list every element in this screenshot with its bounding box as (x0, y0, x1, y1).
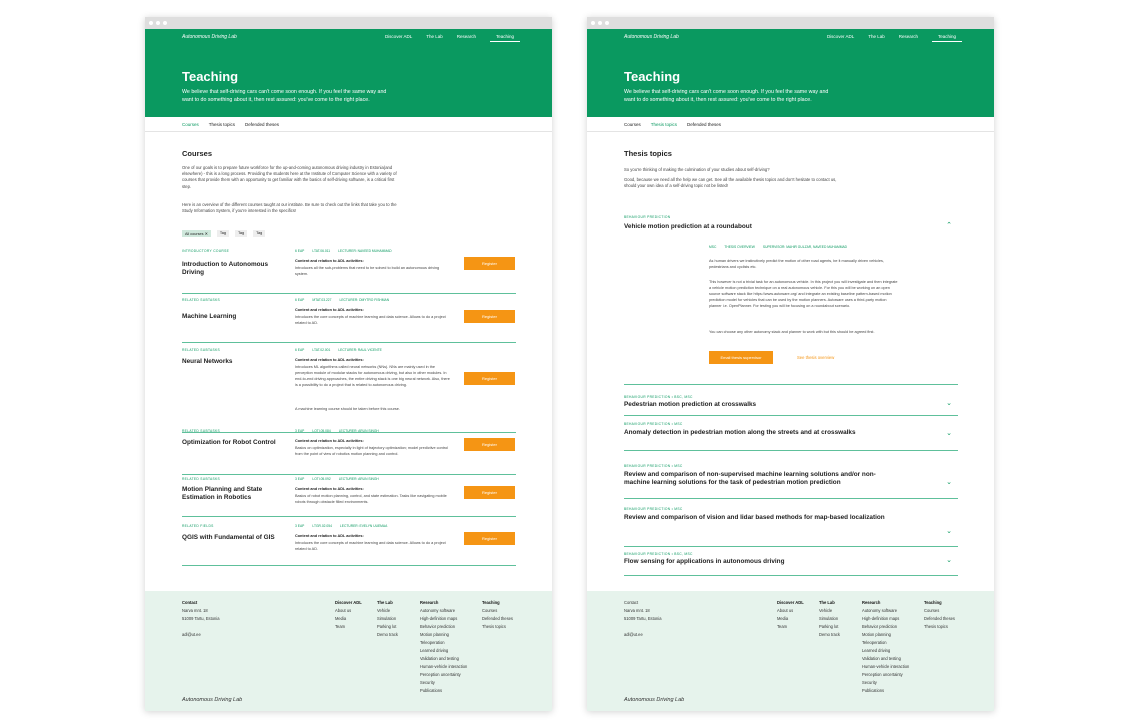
footer-logo[interactable]: Autonomous Driving Lab (182, 697, 243, 703)
footer-link[interactable]: Team (335, 624, 346, 629)
nav-discover[interactable]: Discover ADL (384, 34, 413, 39)
footer-link[interactable]: Publications (862, 688, 885, 693)
footer-link[interactable]: Courses (924, 608, 940, 613)
sub-nav (145, 117, 552, 132)
thesis-category: BEHAVIOUR PREDICTION • BSC, MSC (624, 395, 693, 399)
thesis-supervisor: SUPERVISOR: MAHIR GULZAR, NAVEED MUHAMMAD (762, 245, 848, 249)
thesis-item (624, 422, 958, 451)
page-title: Teaching (182, 69, 239, 84)
window-dot (156, 21, 160, 25)
tag-item[interactable]: Tag (235, 230, 247, 237)
footer-link[interactable]: Teleoperation (862, 640, 887, 645)
footer-link[interactable]: Motion planning (862, 632, 891, 637)
footer-heading: Research (420, 600, 439, 605)
course-desc: Basics on optimization, especially in light of trajectory optimization; model predictive control from the point of view of robotics motion planning and control. (295, 446, 449, 456)
footer-contact (624, 599, 661, 639)
footer-link[interactable]: Behavior prediction (862, 624, 898, 629)
footer-line: Narva mnt. 18 (624, 608, 650, 613)
footer-link[interactable]: Vehicle (819, 608, 833, 613)
footer-email[interactable]: adl@ut.ee (182, 632, 201, 637)
footer-link[interactable]: Teleoperation (420, 640, 445, 645)
nav-the-lab[interactable]: The Lab (426, 34, 443, 39)
section-heading: Courses (182, 149, 213, 158)
thesis-paragraph: This however is not a trivial task for an autonomous vehicle. In this project you will investigate and then integrate a vehicle motion prediction technique on a real autonomous vehicle. For this you will be working on an open source software stack like https://www.autoware.org/ and integrate an existing baseline pattern-based motion prediction model for vehicles that can be used by the motion planners. Autoware uses a third-party motion planner i.e. OpenPlanner. For testing you will be focusing on a roundabout scenario. (709, 280, 898, 308)
tab-courses[interactable]: Courses (624, 121, 641, 127)
course-card (182, 348, 516, 433)
course-desc: Introduces all the sub-problems that need to be solved to build an autonomous driving system. (295, 266, 440, 276)
footer-link[interactable]: Security (862, 680, 877, 685)
window-dot (149, 21, 153, 25)
thesis-title[interactable]: Anomaly detection in pedestrian motion along the streets and at crosswalks (624, 429, 856, 436)
footer-link[interactable]: High-definition maps (420, 616, 458, 621)
section-heading: Thesis topics (624, 149, 672, 158)
register-button[interactable]: Register (464, 310, 515, 323)
register-button[interactable]: Register (464, 486, 515, 499)
course-desc-heading: Content and relation to ADL activities: (295, 439, 364, 443)
tag-label: All courses (185, 232, 204, 236)
footer-link[interactable]: Autonomy software (862, 608, 898, 613)
course-card (182, 249, 516, 294)
footer-link[interactable]: Courses (482, 608, 498, 613)
thesis-category: BEHAVIOUR PREDICTION (624, 215, 671, 219)
course-title: QGIS with Fundamental of GIS (182, 534, 275, 541)
register-button[interactable]: Register (464, 532, 515, 545)
site-logo[interactable]: Autonomous Driving Lab (182, 34, 237, 40)
course-meta (295, 477, 379, 481)
eap: 3 EAP (295, 524, 305, 528)
course-code[interactable]: MTAT.03.227 (312, 298, 332, 302)
footer-link[interactable]: Motion planning (420, 632, 449, 637)
intro-paragraph: Good, because we need all the help we can get. See all the available thesis topics and don't hesitate to contact us, should your own idea of a self-driving topic not be listed! (624, 177, 837, 189)
site-footer (145, 591, 552, 711)
footer-link[interactable]: Demo track (819, 632, 840, 637)
footer-link[interactable]: Media (335, 616, 347, 621)
window-dot (163, 21, 167, 25)
footer-col-teaching (482, 599, 513, 631)
footer-link[interactable]: Demo track (377, 632, 398, 637)
footer-link[interactable]: Validation and testing (420, 656, 459, 661)
course-meta (295, 429, 379, 433)
thesis-paragraph: As human drivers we instinctively predict the motion of other road agents, be it manually driven vehicles, pedestrians and cyclists etc. (709, 259, 884, 269)
footer-heading: The Lab (819, 600, 835, 605)
footer-link[interactable]: Security (420, 680, 435, 685)
thesis-title[interactable]: Vehicle motion prediction at a roundabout (624, 223, 752, 230)
footer-heading: Discover ADL (777, 600, 804, 605)
footer-col-research (862, 599, 909, 695)
course-code[interactable]: LTAT.06.011 (312, 249, 331, 253)
footer-heading: Contact (182, 600, 198, 605)
course-desc-heading: Content and relation to ADL activities: (295, 358, 364, 362)
chevron-down-icon[interactable]: ⌄ (946, 400, 952, 407)
course-desc: Introduces the core concepts of machine learning and data science. Allows to do a project related to AD. (295, 315, 446, 325)
course-card (182, 298, 516, 343)
tag-item[interactable]: Tag (217, 230, 229, 237)
chevron-up-icon[interactable]: ⌃ (946, 222, 952, 229)
footer-email[interactable]: adl@ut.ee (624, 632, 643, 637)
nav-teaching[interactable]: Teaching (932, 34, 962, 42)
hero-banner (145, 29, 552, 117)
tag-item[interactable]: Tag (253, 230, 265, 237)
nav-research[interactable]: Research (898, 34, 918, 39)
intro-paragraph: So you're thinking of making the culmination of your studies about self-driving? (624, 167, 770, 172)
thesis-title[interactable]: Review and comparison of vision and lidar based methods for map-based localization (624, 514, 885, 521)
footer-link[interactable]: Perception uncertainty (862, 672, 903, 677)
email-supervisor-button[interactable]: Email thesis supervisor (709, 351, 773, 364)
thesis-content (587, 132, 994, 591)
course-code[interactable]: LTGR.02.054 (312, 524, 332, 528)
tab-courses[interactable]: Courses (182, 121, 199, 127)
tag-all-courses[interactable]: All courses ✕ (182, 230, 211, 237)
thesis-level: MSC (709, 245, 717, 249)
window-dot (591, 21, 595, 25)
footer-link[interactable]: Human-vehicle interaction (862, 664, 910, 669)
course-desc-heading: Content and relation to ADL activities: (295, 259, 364, 263)
tab-defended-theses[interactable]: Defended theses (687, 121, 722, 127)
thesis-meta (709, 245, 847, 249)
footer-col-teaching (924, 599, 955, 631)
course-desc-heading: Content and relation to ADL activities: (295, 487, 364, 491)
course-code[interactable]: LTAT.02.001 (312, 348, 331, 352)
thesis-category: BEHAVIOUR PREDICTION • MSC (624, 464, 683, 468)
see-thesis-overview-link[interactable]: See thesis overview (797, 355, 835, 360)
thesis-title[interactable]: Pedestrian motion prediction at crosswalks (624, 401, 757, 408)
thesis-category: BEHAVIOUR PREDICTION • BSC, MSC (624, 552, 693, 556)
window-chrome (587, 17, 994, 29)
nav-research[interactable]: Research (456, 34, 476, 39)
course-card (182, 429, 516, 475)
footer-link[interactable]: Parking lot (377, 624, 397, 629)
thesis-paragraph: You can choose any other autonomy stack and planner to work with but this should be agreed first. (709, 330, 875, 334)
footer-link[interactable]: About us (777, 608, 794, 613)
tab-thesis-topics[interactable]: Thesis topics (650, 121, 678, 127)
site-footer (587, 591, 994, 711)
window-dot (605, 21, 609, 25)
course-card (182, 524, 516, 566)
footer-contact (182, 599, 219, 639)
browser-window-courses (145, 17, 552, 711)
footer-col-discover (335, 599, 362, 631)
footer-link[interactable]: Learned driving (420, 648, 449, 653)
tab-defended-theses[interactable]: Defended theses (245, 121, 280, 127)
course-meta (295, 348, 382, 352)
intro-paragraph: One of our goals is to prepare future workforce for the up-and-coming autonomous driving industry in Estonia(and elsewhere) - this is a long process. Providing the students here at the Institute of Computer Science with a variety of courses that provide them with an opportunity to get familiar with the basics of self-driving software, is a critical first step. (182, 165, 397, 189)
footer-heading: Research (862, 600, 881, 605)
tag-filter (182, 230, 265, 237)
course-title: Optimization for Robot Control (182, 439, 276, 446)
course-desc-heading: Content and relation to ADL activities: (295, 308, 364, 312)
eap: 6 EAP (295, 348, 305, 352)
course-note: A machine learning course should be taken before this course. (295, 407, 400, 411)
footer-col-discover (777, 599, 804, 631)
lecturer: LECTURER: RAUL VICENTE (338, 348, 382, 352)
chevron-down-icon[interactable]: ⌄ (946, 430, 952, 437)
footer-link[interactable]: Autonomy software (420, 608, 456, 613)
footer-link[interactable]: Perception uncertainty (420, 672, 461, 677)
nav-the-lab[interactable]: The Lab (868, 34, 885, 39)
course-code[interactable]: LOTI.05.084 (312, 429, 331, 433)
course-meta (295, 249, 392, 253)
register-button[interactable]: Register (464, 257, 515, 270)
course-category: INTRODUCTORY COURSE (182, 249, 230, 253)
thesis-category: BEHAVIOUR PREDICTION • MSC (624, 507, 683, 511)
footer-heading: The Lab (377, 600, 393, 605)
footer-link[interactable]: Learned driving (862, 648, 891, 653)
course-category: RELATED FIELDS (182, 524, 214, 528)
footer-link[interactable]: About us (335, 608, 352, 613)
tab-thesis-topics[interactable]: Thesis topics (208, 121, 236, 127)
footer-heading: Teaching (924, 600, 942, 605)
lecturer: LECTURER: ARUN SINGH (338, 429, 379, 433)
register-button[interactable]: Register (464, 438, 515, 451)
eap: 3 EAP (295, 429, 305, 433)
footer-link[interactable]: Simulation (819, 616, 839, 621)
courses-content (145, 132, 552, 591)
footer-link[interactable]: Simulation (377, 616, 397, 621)
course-category: RELATED SUBTASKS (182, 429, 221, 433)
course-category: RELATED SUBTASKS (182, 298, 221, 302)
eap: 6 EAP (295, 249, 305, 253)
eap: 6 EAP (295, 298, 305, 302)
lecturer: LECTURER: NAVEED MUHAMMAD (338, 249, 392, 253)
chevron-down-icon[interactable]: ⌄ (946, 528, 952, 535)
chevron-down-icon[interactable]: ⌄ (946, 479, 952, 486)
footer-logo[interactable]: Autonomous Driving Lab (624, 697, 685, 703)
sub-nav (587, 117, 994, 132)
course-title: Motion Planning and State Estimation in Robotics (182, 486, 263, 501)
footer-heading: Discover ADL (335, 600, 362, 605)
thesis-title[interactable]: Review and comparison of non-supervised machine learning solutions and/or non-machine learning solutions for the task of pedestrian motion prediction (624, 471, 876, 486)
footer-link[interactable]: Behavior prediction (420, 624, 456, 629)
course-meta (295, 298, 389, 302)
thesis-item (624, 395, 958, 416)
course-category: RELATED SUBTASKS (182, 477, 221, 481)
course-card (182, 477, 516, 517)
hero-banner (587, 29, 994, 117)
footer-link[interactable]: Media (777, 616, 789, 621)
footer-heading: Contact (624, 600, 639, 605)
nav-teaching[interactable]: Teaching (490, 34, 520, 42)
footer-link[interactable]: Validation and testing (862, 656, 901, 661)
course-desc: Introduces the core concepts of machine learning and data science. Allows to do a project related to AD. (295, 541, 446, 551)
footer-line: Narva mnt. 18 (182, 608, 208, 613)
course-title: Introduction to Autonomous Driving (182, 261, 269, 276)
hero-lead: We believe that self-driving cars can't come soon enough. If you feel the same way and want to do something about it, then rest assured: you've come to the right place. (182, 89, 387, 103)
footer-line: 51009 Tartu, Estonia (182, 616, 220, 621)
footer-col-lab (819, 599, 840, 639)
site-logo[interactable]: Autonomous Driving Lab (624, 34, 679, 40)
course-code[interactable]: LOTI.05.092 (312, 477, 331, 481)
course-title: Neural Networks (182, 358, 233, 365)
window-chrome (145, 17, 552, 29)
register-button[interactable]: Register (464, 372, 515, 385)
lecturer: LECTURER: EVELYN UUEMAA (339, 524, 388, 528)
footer-link[interactable]: Defended theses (924, 616, 955, 621)
footer-link[interactable]: Vehicle (377, 608, 391, 613)
nav-discover[interactable]: Discover ADL (826, 34, 855, 39)
course-desc: Basics of robot motion planning, control, and state estimation. Tasks like navigating mobile robots through obstacle filled environments. (295, 494, 447, 504)
eap: 3 EAP (295, 477, 305, 481)
footer-link[interactable]: Parking lot (819, 624, 839, 629)
window-dot (598, 21, 602, 25)
footer-link[interactable]: High-definition maps (862, 616, 900, 621)
main-nav (827, 34, 962, 42)
course-title: Machine Learning (182, 313, 237, 320)
course-category: RELATED SUBTASKS (182, 348, 221, 352)
footer-link[interactable]: Defended theses (482, 616, 513, 621)
lecturer: LECTURER: DMYTRO FISHMAN (339, 298, 390, 302)
main-nav (385, 34, 520, 42)
footer-line: 51009 Tartu, Estonia (624, 616, 662, 621)
footer-link[interactable]: Thesis topics (482, 624, 506, 629)
browser-window-thesis (587, 17, 994, 711)
thesis-item (624, 464, 958, 499)
course-meta (295, 524, 387, 528)
course-desc: Introduces ML algorithms called neural networks (NNs). NNs are mainly used in the perception module of modular stacks for autonomous driving, but also in other modules. In end-to-end driving approaches, the entire driving stack is one big neural network. Also, there is a possibility to do a project that is related to autonomous driving. (295, 365, 450, 387)
course-desc-heading: Content and relation to ADL activities: (295, 534, 364, 538)
page-title: Teaching (624, 69, 681, 84)
chevron-down-icon[interactable]: ⌄ (946, 557, 952, 564)
thesis-overview-tag[interactable]: THESIS OVERVIEW (724, 245, 755, 249)
thesis-item (624, 552, 958, 576)
footer-link[interactable]: Publications (420, 688, 443, 693)
footer-link[interactable]: Team (777, 624, 788, 629)
intro-paragraph: Here is an overview of the different courses taught at our institute. Be sure to check out the links that take you to the Study Information System, if you're interested in the specifics! (182, 202, 397, 214)
thesis-category: BEHAVIOUR PREDICTION • MSC (624, 422, 683, 426)
footer-col-research (420, 599, 467, 695)
hero-lead: We believe that self-driving cars can't come soon enough. If you feel the same way and want to do something about it, then rest assured: you've come to the right place. (624, 89, 829, 103)
thesis-item (624, 507, 958, 547)
footer-link[interactable]: Human-vehicle interaction (420, 664, 468, 669)
footer-heading: Teaching (482, 600, 500, 605)
footer-col-lab (377, 599, 398, 639)
footer-link[interactable]: Thesis topics (924, 624, 948, 629)
thesis-item-open (624, 215, 958, 385)
thesis-title[interactable]: Flow sensing for applications in autonomous driving (624, 558, 785, 565)
lecturer: LECTURER: ARUN SINGH (338, 477, 379, 481)
